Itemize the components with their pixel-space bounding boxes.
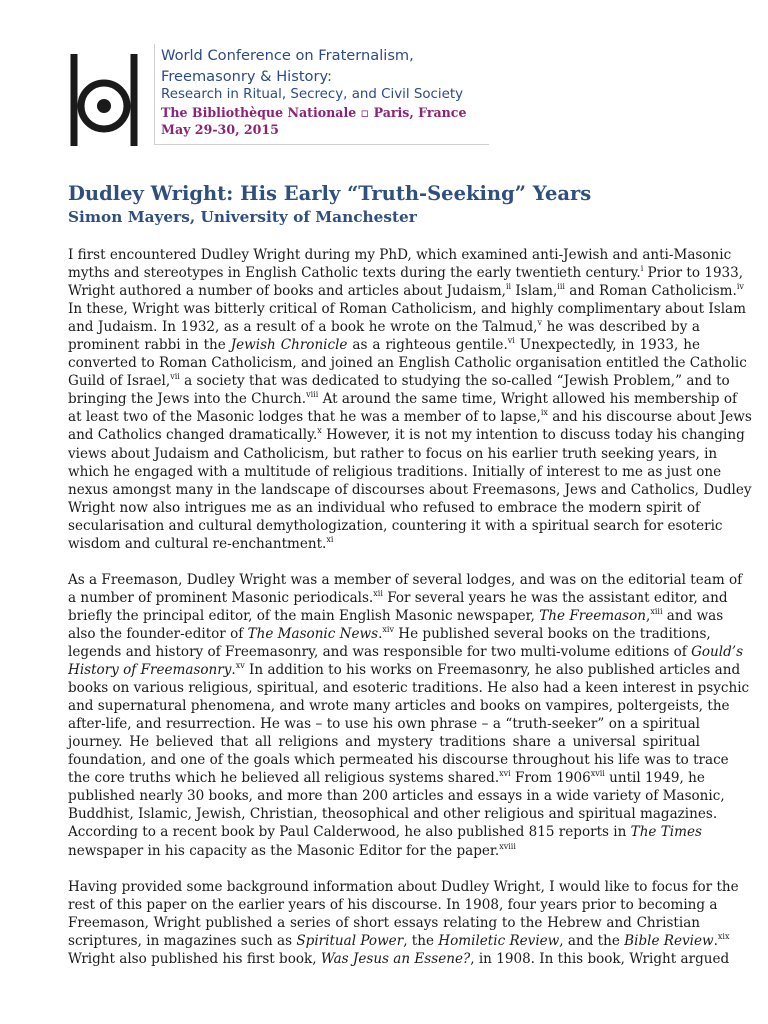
conference-title-line2: Freemasonry & History: — [161, 68, 332, 85]
footnote-marker[interactable]: xvii — [590, 769, 605, 779]
text-line: Freemason, Wright published a series of short essays relating to the Hebrew and Christian — [68, 914, 700, 931]
text-line: which he engaged with a multitude of religious traditions. Initially of interest to me as just one — [68, 463, 722, 480]
body-paragraph — [68, 246, 752, 553]
text-line: History of Freemasonry.$^{xv}$ In addition to his works on Freemasonry, he also published articles and — [68, 661, 741, 679]
text-line: and supernatural phenomena, and wrote many articles and books on vampires, poltergeists, the — [68, 698, 730, 715]
footnote-marker[interactable]: xiii — [650, 606, 663, 616]
footnote-marker[interactable]: ii — [505, 282, 512, 292]
footnote-marker[interactable]: v — [537, 318, 543, 328]
italic-title: Gould’s — [691, 643, 744, 660]
conference-title-line1: World Conference on Fraternalism, — [161, 47, 414, 64]
conference-venue: The Bibliothèque Nationale ▫ Paris, France — [161, 105, 467, 120]
text-line: Wright authored a number of books and articles about Judaism,$^{ii}$ Islam,$^{iii}$ and Roman Catholicism.$^{iv}$ — [68, 282, 744, 300]
text-line: myths and stereotypes in English Catholic texts during the early twentieth century.$^i$ Prior to 1933, — [68, 264, 744, 282]
footnote-marker[interactable]: xviii — [499, 841, 516, 851]
text-line: also the founder-editor of The Masonic News.$^{xiv}$ He published several books on the traditions, — [68, 624, 711, 642]
text-line: a number of prominent Masonic periodicals.$^{xii}$ For several years he was the assistant editor, and — [68, 588, 728, 606]
text-line: foundation, and one of the goals which permeated his discourse throughout his life was to trace — [68, 752, 729, 769]
text-line: In these, Wright was bitterly critical of Roman Catholicism, and highly complimentary about Islam — [68, 301, 746, 318]
footnote-marker[interactable]: xii — [373, 588, 383, 598]
text-line: scriptures, in magazines such as Spiritual Power, the Homiletic Review, and the Bible Review.$^{xix}$ — [68, 931, 730, 949]
text-line: As a Freemason, Dudley Wright was a member of several lodges, and was on the editorial team of — [68, 571, 743, 588]
text-line: at least two of the Masonic lodges that he was a member of to lapse,$^{ix}$ and his discourse about Jews — [68, 408, 752, 426]
italic-title: Was Jesus an Essene? — [320, 950, 471, 967]
text-line: rest of this paper on the earlier years of his discourse. In 1908, four years prior to becoming a — [68, 896, 718, 913]
text-line: converted to Roman Catholicism, and joined an English Catholic organisation entitled the Catholic — [68, 355, 747, 372]
paper-author: Simon Mayers, University of Manchester — [68, 208, 417, 226]
text-line: prominent rabbi in the Jewish Chronicle as a righteous gentile.$^{vi}$ Unexpectedly, in 1933, he — [68, 336, 700, 354]
footnote-marker[interactable]: iv — [736, 282, 744, 292]
text-line: I first encountered Dudley Wright during my PhD, which examined anti-Jewish and anti-Masonic — [68, 247, 732, 263]
italic-title: Homiletic Review — [438, 932, 560, 949]
paper-body — [68, 246, 752, 986]
footnote-marker[interactable]: xvi — [499, 769, 511, 779]
italic-title: History of Freemasonry — [68, 662, 232, 679]
italic-title: The Times — [630, 824, 702, 841]
text-line: published nearly 30 books, and more than 200 articles and essays in a wide variety of Masonic, — [68, 788, 725, 805]
text-line: According to a recent book by Paul Calderwood, he also published 815 reports in The Times — [68, 824, 702, 841]
conference-dates: May 29-30, 2015 — [161, 122, 279, 137]
text-line: books on various religious, spiritual, and esoteric traditions. He also had a keen interest in psychic — [68, 680, 750, 697]
italic-title: Spiritual Power — [296, 932, 404, 949]
text-line: Guild of Israel,$^{vii}$ a society that was dedicated to studying the so-called “Jewish Problem,” and to — [68, 372, 730, 390]
paper-title: Dudley Wright: His Early “Truth-Seeking” Years — [68, 182, 592, 205]
text-line: wisdom and cultural re-enchantment.$^{xi}$ — [68, 534, 334, 552]
italic-title: The Freemason — [539, 607, 646, 624]
text-line: legends and history of Freemasonry, and was responsible for two multi-volume editions of Gould’s — [68, 643, 744, 660]
text-line: and Catholics changed dramatically.$^x$ However, it is not my intention to discuss today his changing — [68, 426, 745, 444]
footnote-marker[interactable]: xix — [717, 931, 730, 941]
footnote-marker[interactable]: vi — [507, 336, 515, 346]
footnote-marker[interactable]: vii — [170, 372, 180, 382]
text-line: newspaper in his capacity as the Masonic Editor for the paper.$^{xviii}$ — [68, 841, 516, 859]
footnote-marker[interactable]: xv — [235, 661, 245, 671]
footnote-marker[interactable]: i — [640, 264, 644, 274]
text-line: Having provided some background information about Dudley Wright, I would like to focus for the — [68, 878, 739, 895]
text-line: nexus amongst many in the landscape of discourses about Freemasons, Jews and Catholics, Dudley — [68, 481, 752, 498]
body-paragraph — [68, 571, 750, 860]
italic-title: The Masonic News — [247, 625, 379, 642]
text-line: after-life, and resurrection. He was – to use his own phrase – a “truth-seeker” on a spiritual — [68, 716, 700, 733]
footnote-marker[interactable]: ix — [540, 408, 548, 418]
italic-title: Jewish Chronicle — [230, 337, 348, 354]
text-line: Buddhist, Islamic, Jewish, Christian, theosophical and other religious and spiritual magazines. — [68, 806, 718, 823]
text-line: Wright now also intrigues me as an individual who refused to embrace the modern spirit of — [68, 499, 700, 516]
footnote-marker[interactable]: iii — [557, 282, 565, 292]
text-line: and Judaism. In 1932, as a result of a book he wrote on the Talmud,$^v$ he was described by a — [68, 318, 700, 336]
footnote-marker[interactable]: xiv — [382, 624, 394, 634]
text-line: briefly the principal editor, of the main English Masonic newspaper, The Freemason,$^{xiii}$ and was — [68, 606, 724, 624]
text-line: bringing the Jews into the Church.$^{viii}$ At around the same time, Wright allowed his membership of — [68, 390, 738, 408]
text-line: views about Judaism and Catholicism, but rather to focus on his earlier truth seeking years, in — [68, 445, 718, 462]
italic-title: Bible Review — [624, 932, 714, 949]
body-paragraph — [68, 878, 739, 968]
footnote-marker[interactable]: x — [317, 426, 322, 436]
text-line: secularisation and cultural demythologization, countering it with a spiritual search for esoteric — [68, 517, 723, 534]
text-line: the core truths which he believed all religious systems shared.$^{xvi}$ From 1906$^{xvii}$ until 1949, he — [68, 769, 705, 787]
conference-info — [154, 44, 489, 145]
conference-subtitle: Research in Ritual, Secrecy, and Civil Society — [161, 87, 464, 102]
text-line: Wright also published his first book, Was Jesus an Essene?, in 1908. In this book, Wright argued — [68, 950, 730, 967]
footnote-marker[interactable]: viii — [306, 390, 319, 400]
text-line: journey. He believed that all religions and mystery traditions share a universal spiritual — [68, 734, 700, 751]
conference-header — [68, 44, 488, 148]
footnote-marker[interactable]: xi — [326, 534, 334, 544]
conference-logo-icon — [68, 52, 140, 148]
